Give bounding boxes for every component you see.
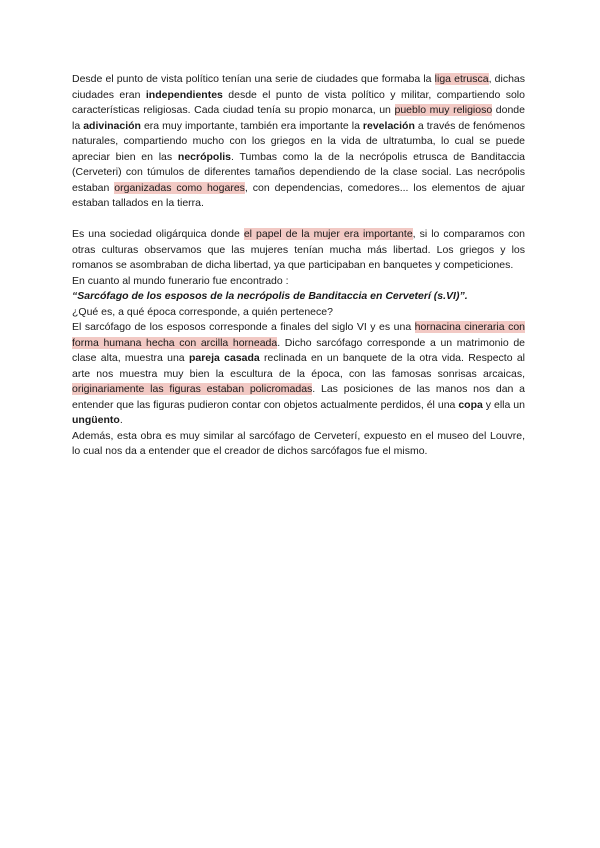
text-run: . Tumbas como la de la necrópolis etrusca de Banditaccia (Cerveteri) con túmulos de diferentes tamaños dependiendo de la clase social. Las necrópolis estaban xyxy=(72,150,526,194)
text-run: Es una sociedad oligárquica donde xyxy=(72,228,244,240)
highlight-papel-mujer: el papel de la mujer era importante xyxy=(243,228,413,240)
paragraph-sarcophagus xyxy=(72,320,525,429)
highlight-liga-etrusca: liga etrusca xyxy=(434,73,489,85)
text-run: El sarcófago de los esposos corresponde a finales del siglo VI y es una xyxy=(72,321,415,333)
paragraph-politics xyxy=(72,72,525,212)
text-run: . Las posiciones de las manos nos dan a entender que las figuras pudieron contar con objetos actualmente perdidos, él una xyxy=(72,383,525,411)
paragraph-louvre: Además, esta obra es muy similar al sarcófago de Cerveterí, expuesto en el museo del Louvre, lo cual nos da a entender que el creador de dichos sarcófagos fue el mismo. xyxy=(72,429,525,457)
highlight-hornacina: hornacina cineraria con forma humana hecha con arcilla horneada xyxy=(72,321,525,349)
bold-adivinacion: adivinación xyxy=(83,119,141,132)
sarcophagus-title: “Sarcófago de los esposos de la necrópolis de Banditaccia en Cerveterí (s.VI)”. xyxy=(72,290,468,302)
text-run: , si lo comparamos con otras culturas observamos que las mujeres tenían mucha más libertad. Los griegos y los romanos se asombraban de dicha libertad, ya que participaban en banquetes y competiciones. xyxy=(72,228,526,271)
bold-independientes: independientes xyxy=(145,88,223,101)
bold-copa: copa xyxy=(458,398,483,411)
highlight-pueblo-religioso: pueblo muy religioso xyxy=(394,104,493,116)
bold-pareja-casada: pareja casada xyxy=(188,352,260,364)
text-run: , con dependencias, comedores... los elementos de ajuar estaban tallados en la tierra. xyxy=(72,181,525,209)
text-run: reclinada en un banquete de la otra vida. Respecto al arte nos muestra muy bien la escultura de la época, con las famosas sonrisas arcaicas, xyxy=(72,352,526,380)
paragraph-funerary-intro: En cuanto al mundo funerario fue encontrado : xyxy=(72,274,289,287)
text-run: , dichas ciudades eran xyxy=(72,73,526,101)
bold-necropolis: necrópolis xyxy=(177,150,232,163)
text-run: a través de fenómenos naturales, compartiendo mucho con los griegos en la vida de ultratumba, lo cual se puede apreciar bien en las xyxy=(72,119,525,163)
text-run: . xyxy=(119,414,123,426)
text-run: donde la xyxy=(72,104,525,132)
text-run: Desde el punto de vista político tenían una serie de ciudades que formaba la xyxy=(72,73,435,85)
highlight-organizadas-hogares: organizadas como hogares xyxy=(114,181,245,194)
text-run: y ella un xyxy=(482,398,525,411)
bold-revelacion: revelación xyxy=(362,119,415,132)
text-run: . Dicho sarcófago corresponde a un matrimonio de clase alta, muestra una xyxy=(72,336,525,364)
text-run: era muy importante, también era importante la xyxy=(140,119,363,132)
bold-unguento: ungüento xyxy=(72,414,120,426)
highlight-policromadas: originariamente las figuras estaban policromadas xyxy=(72,383,313,395)
question-line: ¿Qué es, a qué época corresponde, a quién pertenece? xyxy=(72,305,333,318)
paragraph-society xyxy=(72,227,525,274)
text-run: desde el punto de vista político y militar, compartiendo solo características religiosas. Cada ciudad tenía su propio monarca, un xyxy=(72,88,525,116)
document-page xyxy=(72,72,525,460)
